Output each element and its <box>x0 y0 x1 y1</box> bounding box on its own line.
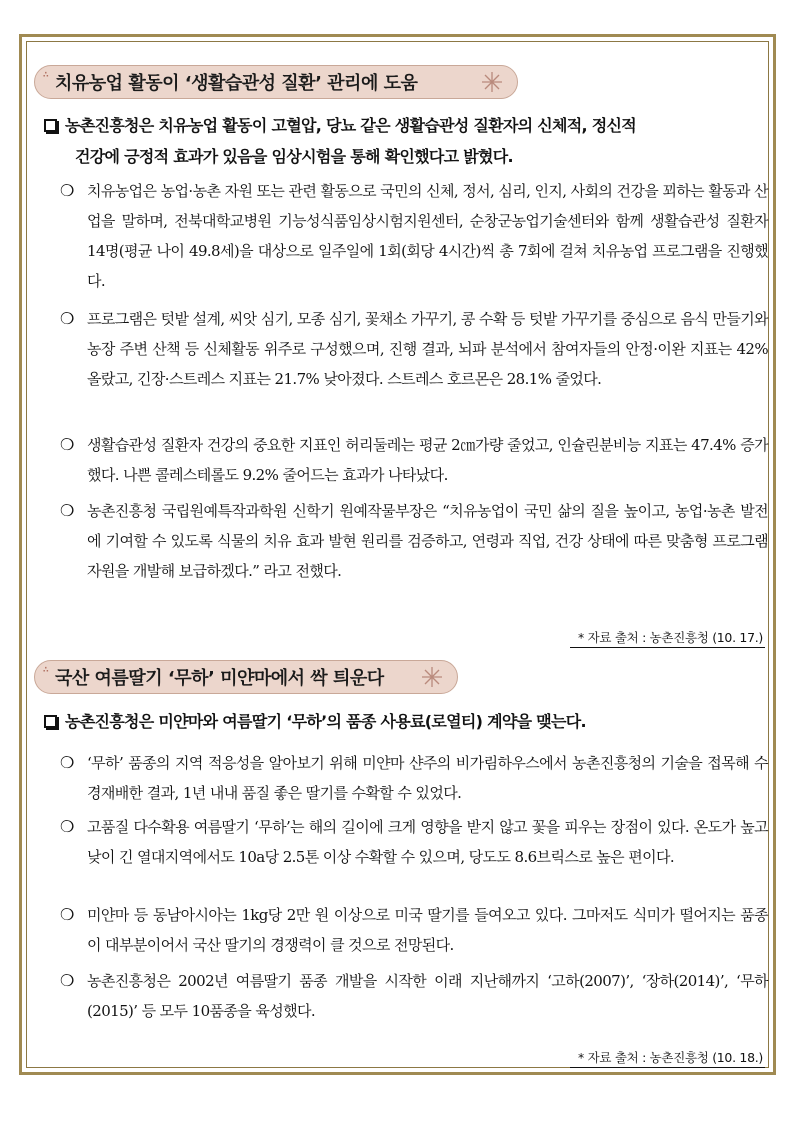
section-1-source: * 자료 출처 : 농촌진흥청 (10. 17.) <box>570 628 765 648</box>
checkbox-icon <box>44 119 57 132</box>
list-item-text: 미얀마 등 동남아시아는 1kg당 2만 원 이상으로 미국 딸기를 들여오고 있다. 그마저도 식미가 떨어지는 품종이 대부분이어서 국산 딸기의 경쟁력이 클 것으로 전망된다. <box>87 906 768 954</box>
list-item-text: ‘무하’ 품종의 지역 적응성을 알아보기 위해 미얀마 샨주의 비가림하우스에서 농촌진흥청의 기술을 접목해 수경재배한 결과, 1년 내내 품질 좋은 딸기를 수확할 수 있었다. <box>87 754 768 802</box>
list-item-text: 고품질 다수확용 여름딸기 ‘무하’는 해의 길이에 크게 영향을 받지 않고 꽃을 피우는 장점이 있다. 온도가 높고 낮이 긴 열대지역에서도 10a당 2.5톤 이상 수확할 수 있으며, 당도도 8.6브릭스로 높은 편이다. <box>87 818 768 866</box>
list-item <box>60 966 768 1026</box>
list-item <box>60 430 768 490</box>
list-item <box>60 176 768 296</box>
pill-dots-icon: ∴ <box>43 665 49 674</box>
section-1-lead <box>44 110 769 172</box>
circle-bullet-icon: ❍ <box>60 181 74 200</box>
section-1-lead-line-1: 농촌진흥청은 치유농업 활동이 고혈압, 당뇨 같은 생활습관성 질환자의 신체적, 정신적 <box>65 116 637 135</box>
circle-bullet-icon: ❍ <box>60 309 74 328</box>
section-1-title: 치유농업 활동이 ‘생활습관성 질환’ 관리에 도움 <box>55 73 418 94</box>
section-1-title-pill <box>34 65 518 99</box>
section-2-source: * 자료 출처 : 농촌진흥청 (10. 18.) <box>570 1048 765 1068</box>
circle-bullet-icon: ❍ <box>60 501 74 520</box>
circle-bullet-icon: ❍ <box>60 435 74 454</box>
circle-bullet-icon: ❍ <box>60 971 74 990</box>
list-item <box>60 900 768 960</box>
section-2-title: 국산 여름딸기 ‘무하’ 미얀마에서 싹 틔운다 <box>55 668 384 689</box>
section-2-lead-line-1: 농촌진흥청은 미얀마와 여름딸기 ‘무하’의 품종 사용료(로열티) 계약을 맺는다. <box>65 712 586 731</box>
circle-bullet-icon: ❍ <box>60 817 74 836</box>
circle-bullet-icon: ❍ <box>60 905 74 924</box>
list-item-text: 농촌진흥청 국립원예특작과학원 신학기 원예작물부장은 “치유농업이 국민 삶의 질을 높이고, 농업·농촌 발전에 기여할 수 있도록 식물의 치유 효과 발현 원리를 검증하고, 연령과 직업, 건강 상태에 따른 맞춤형 프로그램 자원을 개발해 보급하겠다.” 라고 전했다. <box>87 502 768 580</box>
list-item <box>60 304 768 394</box>
list-item <box>60 748 768 808</box>
list-item <box>60 812 768 872</box>
section-2-title-pill <box>34 660 458 694</box>
circle-bullet-icon: ❍ <box>60 753 74 772</box>
list-item-text: 생활습관성 질환자 건강의 중요한 지표인 허리둘레는 평균 2㎝가량 줄었고, 인슐린분비능 지표는 47.4% 증가했다. 나쁜 콜레스테롤도 9.2% 줄어드는 효과가 나타났다. <box>87 436 768 484</box>
list-item <box>60 496 768 586</box>
list-item-text: 치유농업은 농업·농촌 자원 또는 관련 활동으로 국민의 신체, 정서, 심리, 인지, 사회의 건강을 꾀하는 활동과 산업을 말하며, 전북대학교병원 기능성식품임상시험지원센터, 순창군농업기술센터와 함께 생활습관성 질환자 14명(평균 나이 49.8세)을 대상으로 일주일에 1회(회당 4시간)씩 총 7회에 걸쳐 치유농업 프로그램을 진행했다. <box>87 182 768 290</box>
section-1-lead-line-2: 건강에 긍정적 효과가 있음을 임상시험을 통해 확인했다고 밝혔다. <box>75 147 513 166</box>
checkbox-icon <box>44 715 57 728</box>
snowflake-icon <box>481 71 503 93</box>
section-2-lead <box>44 706 769 737</box>
list-item-text: 프로그램은 텃밭 설계, 씨앗 심기, 모종 심기, 꽃채소 가꾸기, 콩 수확 등 텃밭 가꾸기를 중심으로 음식 만들기와 농장 주변 산책 등 신체활동 위주로 구성했으며, 진행 결과, 뇌파 분석에서 참여자들의 안정·이완 지표는 42% 올랐고, 긴장·스트레스 지표는 21.7% 낮아졌다. 스트레스 호르몬은 28.1% 줄었다. <box>87 310 768 388</box>
snowflake-icon <box>421 666 443 688</box>
list-item-text: 농촌진흥청은 2002년 여름딸기 품종 개발을 시작한 이래 지난해까지 ‘고하(2007)’, ‘장하(2014)’, ‘무하(2015)’ 등 모두 10품종을 육성했다. <box>87 972 768 1020</box>
pill-dots-icon: ∴ <box>43 70 49 79</box>
